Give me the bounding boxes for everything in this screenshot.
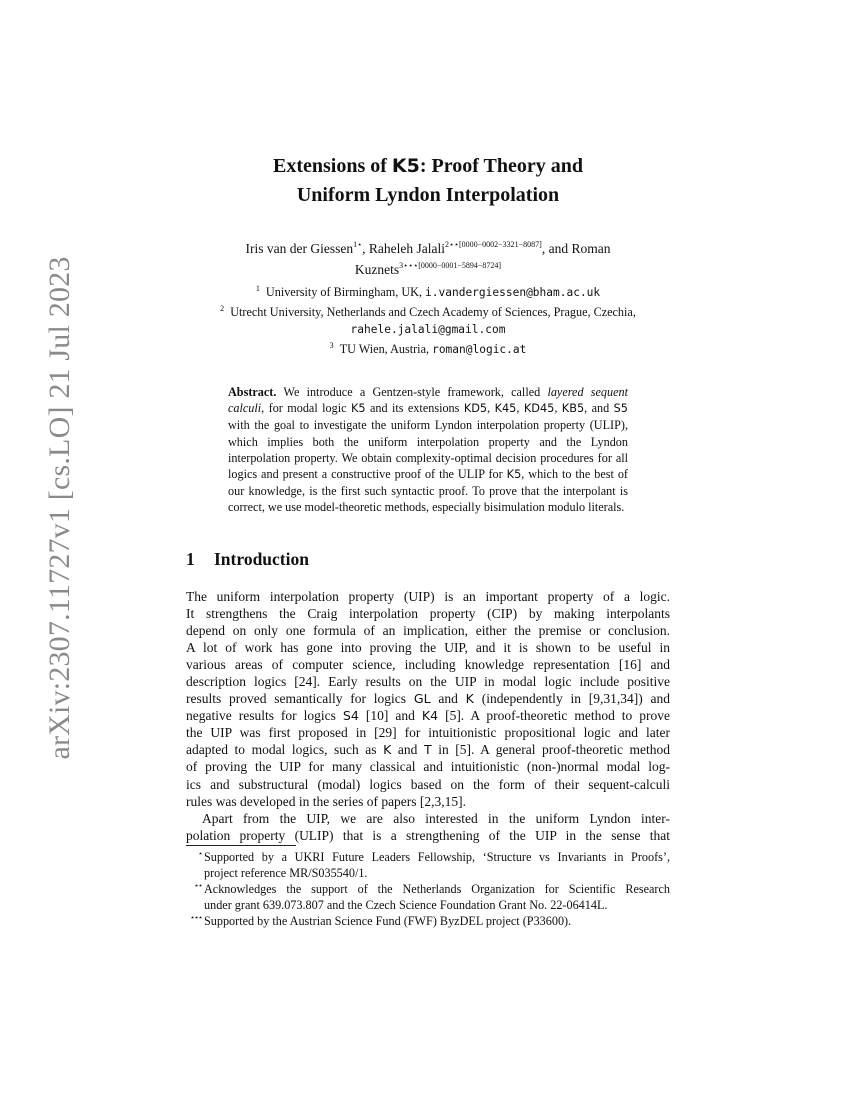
abstract-text: , xyxy=(487,401,495,416)
affiliation-text: University of Birmingham, UK, xyxy=(265,285,426,299)
paragraph-line: the UIP was first proposed in [29] for intuitionistic propositional logic and later xyxy=(186,725,670,741)
abstract-text: , xyxy=(554,401,562,416)
text-run: adapted to modal logics, such as xyxy=(186,742,384,758)
affiliation-3 xyxy=(186,338,670,358)
footnote xyxy=(186,849,670,881)
affiliation-mark: 2 xyxy=(220,304,225,314)
footnote-divider xyxy=(186,845,296,846)
section-number: 1 xyxy=(186,549,195,569)
logic-name: KD5 xyxy=(463,402,488,416)
abstract-label: Abstract. xyxy=(228,385,277,399)
footnote-line: Supported by a UKRI Future Leaders Fellowship, ‘Structure vs Invariants in Proofs’, xyxy=(204,850,670,864)
author-name: Kuznets xyxy=(354,262,400,277)
abstract-text: , and xyxy=(584,401,614,416)
title-prefix: Extensions of xyxy=(272,155,392,177)
logic-name: K5 xyxy=(506,468,522,482)
logic-name: K xyxy=(383,742,392,758)
affiliation-email: rahele.jalali@gmail.com xyxy=(350,322,506,336)
footnote-line: Acknowledges the support of the Netherlands Organization for Scientific Research xyxy=(204,882,670,896)
logic-name: K45 xyxy=(494,402,517,416)
author-line-1 xyxy=(186,236,670,257)
title-line-1 xyxy=(186,152,670,181)
logic-name: S5 xyxy=(613,402,628,416)
abstract-text: We introduce a Gentzen-style framework, called xyxy=(276,385,548,399)
paragraph-line: Apart from the UIP, we are also interested in the uniform Lyndon inter- xyxy=(202,810,670,826)
paragraph-line xyxy=(186,741,670,758)
logic-name: S4 xyxy=(342,708,359,724)
section-heading-introduction xyxy=(186,549,309,570)
text-run: results proved semantically for logics xyxy=(186,691,414,707)
footnote-line: project reference MR/S035540/1. xyxy=(204,866,368,880)
title-logic-name: K5 xyxy=(391,155,420,177)
author-separator: , and Roman xyxy=(541,241,611,256)
paragraph-line: description logics [24]. Early results on the UIP in modal logic include positive xyxy=(186,674,670,690)
paragraph-line: It strengthens the Craig interpolation property (CIP) by making interpolants xyxy=(186,606,670,622)
logic-name: KD45 xyxy=(523,402,555,416)
affiliation-mark: 1 xyxy=(255,284,260,293)
paragraph-line: rules was developed in the series of papers [2,3,15]. xyxy=(186,793,467,809)
paragraph-line xyxy=(186,690,670,707)
text-run: negative results for logics xyxy=(186,708,343,724)
paper-title xyxy=(186,152,670,210)
affiliation-text: TU Wien, Austria, xyxy=(339,342,433,357)
abstract-emphasis: layered sequent calculi xyxy=(228,385,629,416)
affiliation-2-email-line xyxy=(186,321,670,338)
text-run: and xyxy=(391,742,424,758)
abstract xyxy=(228,384,628,516)
affiliation-1 xyxy=(186,281,670,301)
affiliation-text: Utrecht University, Netherlands and Czech Academy of Sciences, Prague, Czechia, xyxy=(230,305,636,320)
paragraph-line: various areas of computer science, including knowledge representation [16] and xyxy=(186,657,670,673)
affiliation-mark: 3 xyxy=(329,341,334,351)
abstract-text: and its extensions xyxy=(365,401,464,416)
footnote-line: under grant 639.073.807 and the Czech Science Foundation Grant No. 22-06414L. xyxy=(204,898,608,912)
author-name: Iris van der Giessen xyxy=(245,241,354,256)
paragraph-line: of proving the UIP for many classical and intuitionistic (non-)normal modal log- xyxy=(186,759,670,775)
footnote-line: Supported by the Austrian Science Fund (FWF) ByzDEL project (P33600). xyxy=(204,914,572,928)
footnote-mark: ⋆⋆ xyxy=(193,881,202,890)
paragraph-line: depend on only one formula of an implication, either the premise or conclusion. xyxy=(186,623,670,639)
logic-name: GL xyxy=(413,691,431,707)
abstract-text: , xyxy=(516,401,524,416)
logic-name: K5 xyxy=(350,402,366,416)
text-run: [5]. A proof-theoretic method to prove xyxy=(438,708,671,724)
author-name: Raheleh Jalali xyxy=(368,241,445,256)
paragraph-line: ics and substructural (modal) logics based on the form of their sequent-calculi xyxy=(186,776,670,792)
paragraph-line: The uniform interpolation property (UIP) is an important property of a logic. xyxy=(186,589,670,604)
title-line-2: Uniform Lyndon Interpolation xyxy=(296,184,560,206)
paragraph-line: polation property (ULIP) that is a strengthening of the UIP in the sense that xyxy=(186,827,670,843)
affiliation-email: roman@logic.at xyxy=(432,343,527,357)
affiliation-2 xyxy=(186,301,670,320)
introduction-body xyxy=(186,588,670,844)
logic-name: K xyxy=(465,691,474,707)
abstract-text: , for modal logic xyxy=(261,401,351,416)
logic-name: KB5 xyxy=(561,402,585,416)
author-superscript: 3⋆⋆⋆[0000−0001−5894−8724] xyxy=(399,261,502,270)
footnote xyxy=(186,913,670,929)
abstract-text: , which to the best of our knowledge, is the first such syntactic proof. To prove that the interpolant is correct, we use model-theoretic methods, especially bisimulation modulo literals. xyxy=(228,467,628,515)
author-superscript: 1⋆ xyxy=(353,240,363,249)
footnote xyxy=(186,881,670,913)
paragraph-line xyxy=(186,707,670,724)
abstract-text: with the goal to investigate the uniform Lyndon interpolation property (ULIP), which implies both the uniform interpolation property and the Lyndon interpolation property. We obtain complexity-optimal decision procedures for all logics and present a constructive proof of the ULIP for xyxy=(228,418,628,482)
title-rest: : Proof Theory and xyxy=(419,155,583,177)
affiliation-email: i.vandergiessen@bham.ac.uk xyxy=(425,286,601,299)
author-superscript: 2⋆⋆[0000−0002−3321−8087] xyxy=(444,240,542,249)
text-run: [10] and xyxy=(358,708,422,724)
footnote-mark: ⋆ xyxy=(197,849,202,858)
affiliations xyxy=(186,281,670,359)
footnote-mark: ⋆⋆⋆ xyxy=(189,913,202,922)
text-run: in [5]. A general proof-theoretic method xyxy=(431,742,670,758)
text-run: (independently in [9,31,34]) and xyxy=(473,691,670,707)
author-list xyxy=(186,236,670,278)
footnotes xyxy=(186,849,670,929)
text-run: and xyxy=(430,691,466,707)
author-separator: , xyxy=(362,241,369,256)
logic-name: T xyxy=(423,742,432,758)
logic-name: K4 xyxy=(421,708,439,724)
author-line-2 xyxy=(186,257,670,278)
paragraph-line: A lot of work has gone into proving the UIP, and it is shown to be useful in xyxy=(186,640,670,656)
section-title: Introduction xyxy=(214,549,309,569)
arxiv-identifier: arXiv:2307.11727v1 [cs.LO] 21 Jul 2023 xyxy=(43,256,76,760)
